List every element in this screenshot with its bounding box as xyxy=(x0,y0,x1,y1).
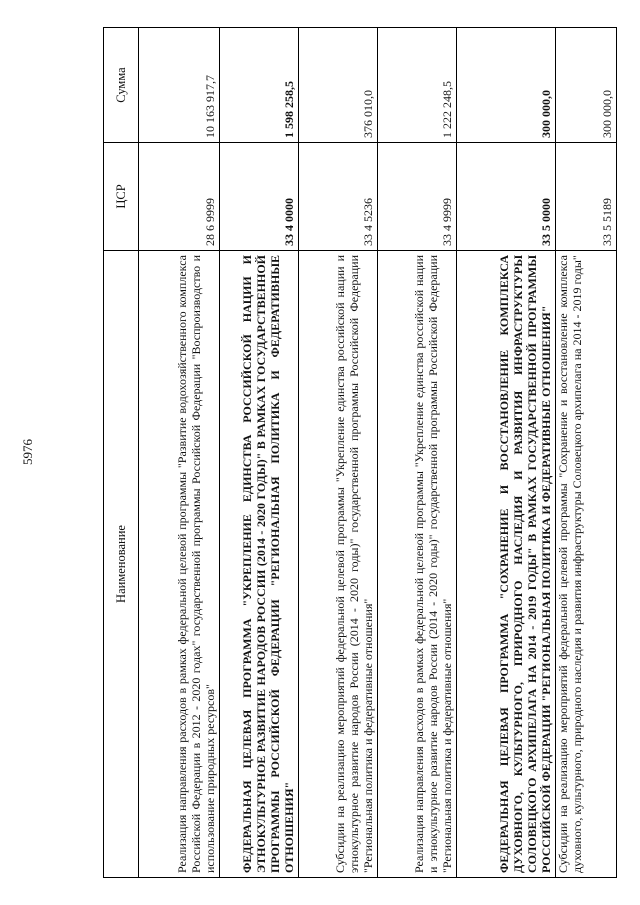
table-row xyxy=(378,28,457,878)
row-csr: 33 4 5236 xyxy=(299,143,378,251)
row-sum: 10 163 917,7 xyxy=(139,28,220,143)
row-sum: 300 000,0 xyxy=(457,28,556,143)
page-number: 5976 xyxy=(20,439,35,465)
row-name: ФЕДЕРАЛЬНАЯ ЦЕЛЕВАЯ ПРОГРАММА "УКРЕПЛЕНИЕ ЕДИНСТВА РОССИЙСКОЙ НАЦИИ И ЭТНОКУЛЬТУРНОЕ РАЗВИТИЕ НАРОДОВ РОССИИ (2014 - 2020 ГОДЫ)" В РАМКАХ ГОСУДАРСТВЕННОЙ ПРОГРАММЫ РОССИЙСКОЙ ФЕДЕРАЦИИ "РЕГИОНАЛЬНАЯ ПОЛИТИКА И ФЕДЕРАТИВНЫЕ ОТНОШЕНИЯ" xyxy=(220,251,299,878)
row-sum: 300 000,0 xyxy=(556,28,617,143)
row-name: Субсидии на реализацию мероприятий федеральной целевой программы "Сохранение и восстановление комплекса духовного, культурного, природного наследия и развития инфраструктуры Соловецкого архипелага на 2014 - 2019 годы" xyxy=(556,251,617,878)
table-row xyxy=(220,28,299,878)
row-csr: 33 5 5189 xyxy=(556,143,617,251)
table-header-row xyxy=(104,28,139,878)
row-sum: 1 222 248,5 xyxy=(378,28,457,143)
header-csr: ЦСР xyxy=(104,143,139,251)
budget-table xyxy=(103,27,617,878)
table-row xyxy=(299,28,378,878)
row-name: Реализация направления расходов в рамках федеральной целевой программы "Развитие водохозяйственного комплекса Российской Федерации в 2012 - 2020 годах" государственной программы Российской Федерации "Воспроизводство и использование природных ресурсов" xyxy=(139,251,220,878)
table-row xyxy=(457,28,556,878)
row-csr: 28 6 9999 xyxy=(139,143,220,251)
row-sum: 1 598 258,5 xyxy=(220,28,299,143)
row-name: ФЕДЕРАЛЬНАЯ ЦЕЛЕВАЯ ПРОГРАММА "СОХРАНЕНИЕ И ВОССТАНОВЛЕНИЕ КОМПЛЕКСА ДУХОВНОГО, КУЛЬТУРНОГО, ПРИРОДНОГО НАСЛЕДИЯ И РАЗВИТИЯ ИНФРАСТРУКТУРЫ СОЛОВЕЦКОГО АРХИПЕЛАГА НА 2014 - 2019 ГОДЫ" В РАМКАХ ГОСУДАРСТВЕННОЙ ПРОГРАММЫ РОССИЙСКОЙ ФЕДЕРАЦИИ "РЕГИОНАЛЬНАЯ ПОЛИТИКА И ФЕДЕРАТИВНЫЕ ОТНОШЕНИЯ" xyxy=(457,251,556,878)
row-csr: 33 5 0000 xyxy=(457,143,556,251)
table-row xyxy=(139,28,220,878)
row-name: Субсидии на реализацию мероприятий федеральной целевой программы "Укрепление единства российской нации и этнокультурное развитие народов России (2014 - 2020 годы)" государственной программы Российской Федерации "Региональная политика и федеративные отношения" xyxy=(299,251,378,878)
row-csr: 33 4 0000 xyxy=(220,143,299,251)
row-name: Реализация направления расходов в рамках федеральной целевой программы "Укрепление единства российской нации и этнокультурное развитие народов России (2014 - 2020 годы)" государственной программы Российской Федерации "Региональная политика и федеративные отношения" xyxy=(378,251,457,878)
row-sum: 376 010,0 xyxy=(299,28,378,143)
row-csr: 33 4 9999 xyxy=(378,143,457,251)
header-sum: Сумма xyxy=(104,28,139,143)
header-name: Наименование xyxy=(104,251,139,878)
rotated-table-container xyxy=(103,28,623,878)
table-row xyxy=(556,28,617,878)
